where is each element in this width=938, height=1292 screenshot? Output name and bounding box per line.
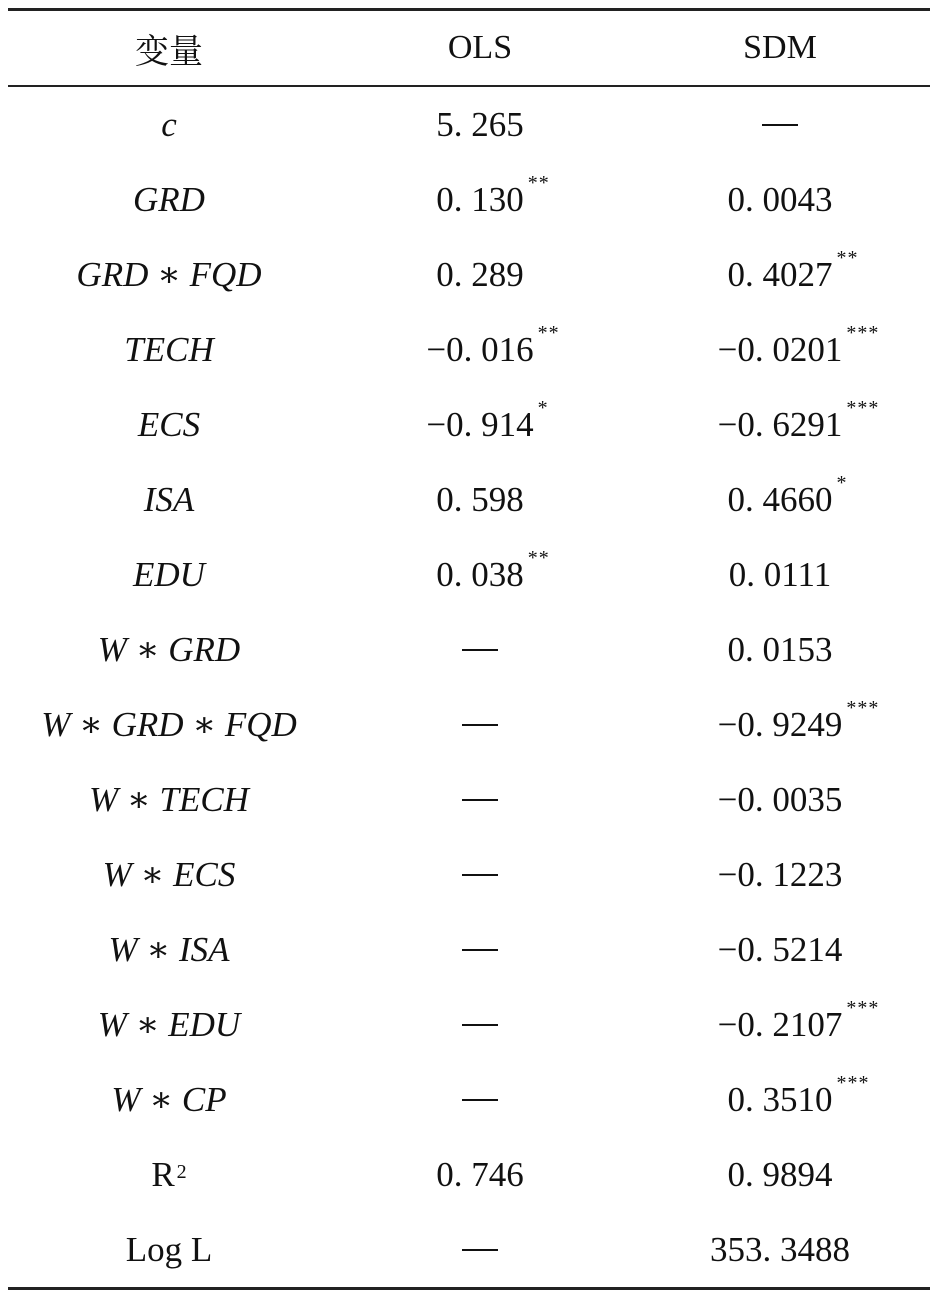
ols-cell bbox=[330, 724, 630, 726]
ols-cell bbox=[330, 1249, 630, 1251]
significance-stars: *** bbox=[846, 996, 880, 1019]
variable-cell: W ∗ GRD bbox=[97, 629, 241, 669]
sdm-value-wrap bbox=[717, 321, 880, 370]
table-row bbox=[8, 987, 930, 1062]
table-row bbox=[8, 687, 930, 762]
em-dash bbox=[462, 649, 498, 651]
sdm-value: 0. 9894 bbox=[727, 1154, 833, 1194]
sdm-cell bbox=[630, 696, 930, 745]
variable-cell: Log L bbox=[125, 1229, 213, 1269]
ols-value: −0. 016 bbox=[426, 329, 534, 369]
significance-stars: * bbox=[537, 396, 549, 419]
sdm-cell bbox=[630, 321, 930, 370]
sdm-value-wrap bbox=[727, 471, 848, 520]
em-dash bbox=[762, 124, 798, 126]
ols-cell bbox=[330, 546, 630, 595]
sdm-value-wrap bbox=[718, 855, 843, 895]
ols-cell bbox=[330, 396, 630, 445]
ols-value-wrap bbox=[426, 396, 549, 445]
sdm-value: 353. 3488 bbox=[710, 1229, 850, 1269]
em-dash bbox=[462, 799, 498, 801]
variable-cell: W ∗ GRD ∗ FQD bbox=[41, 704, 297, 744]
sdm-cell bbox=[630, 396, 930, 445]
ols-value-wrap bbox=[436, 480, 524, 520]
r2-superscript: 2 bbox=[176, 1161, 187, 1183]
table-row bbox=[8, 762, 930, 837]
sdm-value-wrap bbox=[727, 1071, 870, 1120]
header-row bbox=[8, 11, 930, 85]
sdm-cell bbox=[630, 471, 930, 520]
variable-cell: W ∗ ECS bbox=[102, 854, 236, 894]
sdm-value: −0. 2107 bbox=[717, 1004, 843, 1044]
sdm-cell bbox=[630, 180, 930, 220]
variable-cell: W ∗ TECH bbox=[89, 779, 249, 819]
sdm-value: 0. 0153 bbox=[727, 629, 833, 669]
variable-cell: EDU bbox=[133, 554, 205, 594]
ols-cell bbox=[330, 874, 630, 876]
bottom-rule bbox=[8, 1287, 930, 1290]
regression-table bbox=[8, 8, 930, 1290]
ols-value: 0. 130 bbox=[436, 179, 524, 219]
ols-value: 0. 746 bbox=[436, 1154, 524, 1194]
sdm-value: 0. 4660 bbox=[727, 479, 833, 519]
em-dash bbox=[462, 1249, 498, 1251]
ols-value-wrap bbox=[436, 546, 550, 595]
table-row bbox=[8, 87, 930, 162]
variable-cell: GRD bbox=[133, 179, 205, 219]
variable-cell: ISA bbox=[143, 479, 195, 519]
ols-value-wrap bbox=[436, 171, 550, 220]
ols-cell bbox=[330, 480, 630, 520]
table-row bbox=[8, 162, 930, 237]
ols-cell bbox=[330, 255, 630, 295]
sdm-value-wrap bbox=[717, 696, 880, 745]
sdm-cell bbox=[630, 780, 930, 820]
ols-value: 0. 289 bbox=[436, 254, 524, 294]
sdm-value: −0. 0201 bbox=[717, 329, 843, 369]
em-dash bbox=[462, 1024, 498, 1026]
sdm-cell bbox=[630, 1071, 930, 1120]
sdm-value: 0. 0111 bbox=[728, 554, 832, 594]
sdm-value: 0. 4027 bbox=[727, 254, 833, 294]
table-row bbox=[8, 387, 930, 462]
table-row-r2 bbox=[8, 1137, 930, 1212]
ols-cell bbox=[330, 171, 630, 220]
significance-stars: * bbox=[836, 471, 848, 494]
table-row bbox=[8, 837, 930, 912]
sdm-value-wrap bbox=[727, 246, 859, 295]
significance-stars: *** bbox=[846, 396, 880, 419]
sdm-value: −0. 6291 bbox=[717, 404, 843, 444]
variable-cell: TECH bbox=[124, 329, 214, 369]
table-row bbox=[8, 312, 930, 387]
variable-cell bbox=[8, 1155, 330, 1195]
significance-stars: *** bbox=[846, 696, 880, 719]
em-dash bbox=[462, 874, 498, 876]
table-row-logl bbox=[8, 1212, 930, 1287]
sdm-value-wrap bbox=[718, 780, 843, 820]
ols-value: 0. 598 bbox=[436, 479, 524, 519]
ols-value-wrap bbox=[436, 105, 524, 145]
sdm-cell bbox=[630, 555, 930, 595]
ols-value-wrap bbox=[436, 255, 524, 295]
ols-cell bbox=[330, 1024, 630, 1026]
sdm-cell bbox=[630, 1155, 930, 1195]
table-row bbox=[8, 462, 930, 537]
sdm-cell bbox=[630, 996, 930, 1045]
sdm-value-wrap bbox=[717, 396, 880, 445]
variable-cell: W ∗ CP bbox=[111, 1079, 227, 1119]
em-dash bbox=[462, 949, 498, 951]
table-row bbox=[8, 912, 930, 987]
ols-value: 0. 038 bbox=[436, 554, 524, 594]
variable-cell: W ∗ EDU bbox=[97, 1004, 241, 1044]
sdm-cell bbox=[630, 930, 930, 970]
significance-stars: ** bbox=[527, 171, 550, 194]
sdm-value-wrap bbox=[718, 930, 843, 970]
ols-cell bbox=[330, 105, 630, 145]
sdm-value-wrap bbox=[717, 996, 880, 1045]
table-row bbox=[8, 1062, 930, 1137]
significance-stars: *** bbox=[846, 321, 880, 344]
r2-base: R bbox=[151, 1154, 175, 1194]
table-row bbox=[8, 237, 930, 312]
variable-cell: GRD ∗ FQD bbox=[76, 254, 262, 294]
ols-value: −0. 914 bbox=[426, 404, 534, 444]
ols-cell bbox=[330, 649, 630, 651]
ols-cell bbox=[330, 949, 630, 951]
ols-cell bbox=[330, 1155, 630, 1195]
sdm-value: −0. 5214 bbox=[717, 929, 843, 969]
significance-stars: ** bbox=[527, 546, 550, 569]
sdm-cell bbox=[630, 855, 930, 895]
significance-stars: *** bbox=[836, 1071, 870, 1094]
ols-value: 5. 265 bbox=[436, 104, 524, 144]
sdm-value-wrap bbox=[729, 555, 831, 595]
em-dash bbox=[462, 724, 498, 726]
table-row bbox=[8, 537, 930, 612]
sdm-cell bbox=[630, 124, 930, 126]
header-variable: 变量 bbox=[135, 33, 203, 71]
sdm-value-wrap bbox=[728, 630, 833, 670]
significance-stars: ** bbox=[836, 246, 859, 269]
significance-stars: ** bbox=[537, 321, 560, 344]
em-dash bbox=[462, 1099, 498, 1101]
variable-cell: ECS bbox=[137, 404, 201, 444]
ols-value-wrap bbox=[426, 321, 560, 370]
ols-cell bbox=[330, 799, 630, 801]
table-row bbox=[8, 612, 930, 687]
ols-cell bbox=[330, 1099, 630, 1101]
sdm-value-wrap bbox=[728, 180, 833, 220]
sdm-cell bbox=[630, 630, 930, 670]
sdm-cell bbox=[630, 246, 930, 295]
ols-cell bbox=[330, 321, 630, 370]
table-body bbox=[8, 87, 930, 1137]
header-sdm: SDM bbox=[743, 29, 817, 66]
sdm-value: −0. 0035 bbox=[717, 779, 843, 819]
sdm-value: −0. 9249 bbox=[717, 704, 843, 744]
header-ols: OLS bbox=[447, 29, 513, 66]
variable-cell: c bbox=[161, 104, 177, 144]
sdm-value: 0. 0043 bbox=[727, 179, 833, 219]
sdm-value: 0. 3510 bbox=[727, 1079, 833, 1119]
sdm-value: −0. 1223 bbox=[717, 854, 843, 894]
sdm-cell bbox=[630, 1230, 930, 1270]
variable-cell: W ∗ ISA bbox=[108, 929, 230, 969]
